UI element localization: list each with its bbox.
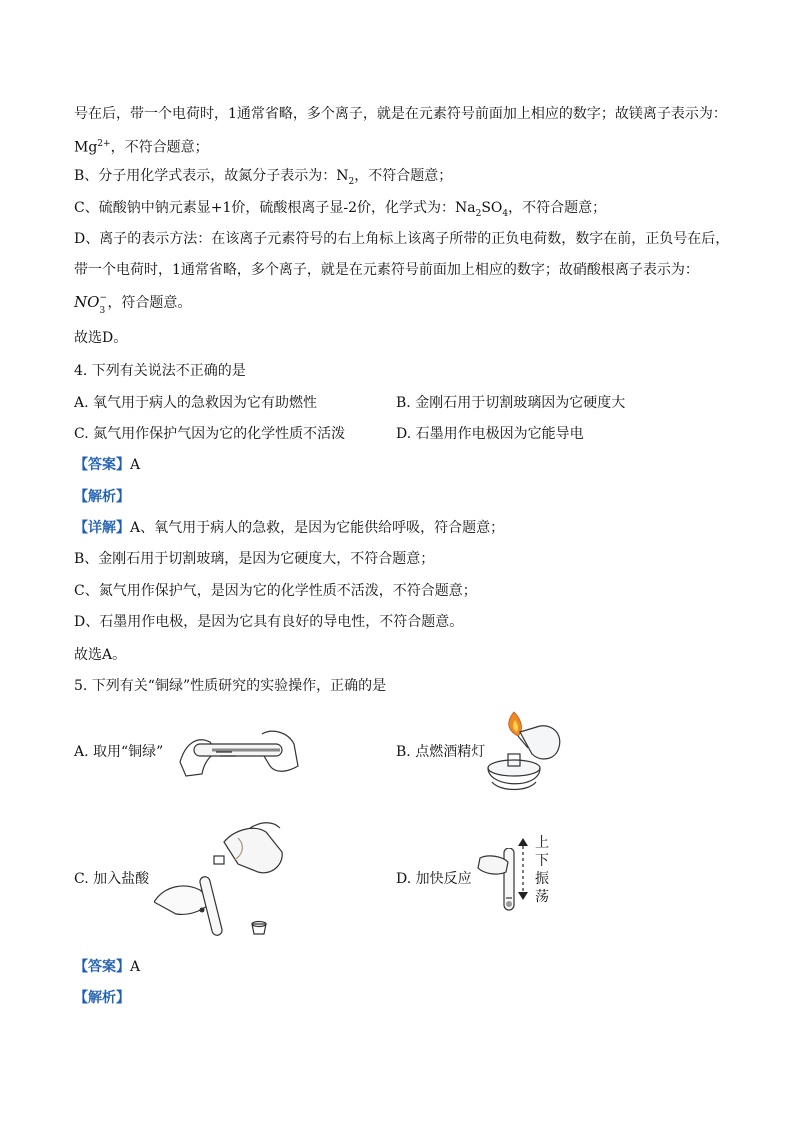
shake-label-char: 下 (535, 853, 549, 869)
answer-tag: 【答案】 (74, 457, 130, 473)
q5-option-c: C. 加入盐酸 (74, 871, 150, 887)
q4-option-a: A. 氧气用于病人的急救因为它有助燃性 (74, 395, 318, 411)
shake-label-char: 振 (535, 871, 549, 887)
shake-label-char: 荡 (535, 889, 549, 905)
text-line-3-head: B、分子用化学式表示，故氮分子表示为：N (74, 168, 349, 184)
q5-option-d: D. 加快反应 (396, 871, 472, 887)
na-subscript: 2 (475, 208, 482, 219)
text-line-3-tail: ，不符合题意； (354, 168, 453, 184)
answer-value: A (130, 959, 141, 975)
text-line-4-head: C、硫酸钠中钠元素显+1价，硫酸根离子显-2价，化学式为：Na (74, 200, 476, 216)
question-4-stem: 4. 下列有关说法不正确的是 (74, 363, 246, 379)
nitrate-formula: NO (74, 293, 100, 311)
up-down-arrow-icon (516, 838, 530, 900)
answer-value: A (130, 457, 141, 473)
detail-text-1: A、氧气用于病人的急救，是因为它能供给呼吸，符合题意； (130, 520, 505, 536)
text-line-2 (74, 134, 209, 158)
q4-option-b: B. 金刚石用于切割玻璃因为它硬度大 (396, 395, 626, 411)
text-line-3 (74, 166, 452, 192)
q4-answer (74, 455, 140, 475)
q4-detail-2: B、金刚石用于切割玻璃，是因为它硬度大，不符合题意； (74, 551, 435, 567)
q4-detail-4: D、石墨用作电极，是因为它具有良好的导电性，不符合题意。 (74, 614, 464, 630)
n2-subscript: 2 (348, 176, 355, 187)
q4-option-d: D. 石墨用作电极因为它能导电 (396, 426, 584, 442)
text-line-4 (74, 198, 606, 224)
test-tube-paper-trough-illustration (176, 722, 300, 782)
mg-charge: 2+ (97, 139, 111, 149)
detail-tag: 【详解】 (74, 520, 130, 536)
text-line-1: 号在后，带一个电荷时，1通常省略，多个离子，就是在元素符号前面加上相应的数字；故镁离子表示为： (74, 106, 727, 122)
q4-analysis-tag (74, 487, 130, 507)
alcohol-lamp-lighting-illustration (484, 708, 568, 800)
q5-answer (74, 957, 140, 977)
nitrate-subscript: 3 (99, 306, 106, 316)
o-subscript: 4 (502, 208, 509, 219)
so-symbol: SO (481, 200, 503, 216)
q4-detail-3: C、氮气用作保护气，是因为它的化学性质不活泼，不符合题意； (74, 583, 477, 599)
text-line-5: D、离子的表示方法：在该离子元素符号的右上角标上该离子所带的正负电荷数，数字在前，正负号在后， (74, 231, 730, 247)
q4-conclusion: 故选A。 (74, 647, 127, 663)
text-line-7 (74, 292, 192, 316)
mg-symbol: Mg (74, 139, 98, 156)
q4-detail-1 (74, 518, 504, 538)
text-line-6: 带一个电荷时，1通常省略，多个离子，就是在元素符号前面加上相应的数字；故硝酸根离子表示为： (74, 262, 699, 278)
text-line-4-tail: ，不符合题意； (508, 200, 607, 216)
analysis-tag: 【解析】 (74, 489, 130, 505)
text-line-7-tail: ，符合题意。 (107, 295, 192, 311)
answer-tag: 【答案】 (74, 959, 130, 975)
shake-label (535, 834, 551, 906)
nitrate-charge: − (99, 293, 107, 303)
nitrate-scripts (99, 292, 107, 316)
shake-label-char: 上 (535, 835, 549, 851)
q5-option-b: B. 点燃酒精灯 (396, 744, 486, 760)
pouring-acid-illustration (154, 820, 302, 946)
question-5-stem: 5. 下列有关“铜绿”性质研究的实验操作，正确的是 (74, 678, 387, 694)
q5-analysis-tag (74, 988, 130, 1008)
analysis-tag: 【解析】 (74, 990, 130, 1006)
text-line-2-tail: ，不符合题意； (110, 139, 209, 156)
q5-option-a: A. 取用“铜绿” (74, 744, 164, 760)
choice-conclusion-3: 故选D。 (74, 330, 128, 346)
q4-option-c: C. 氮气用作保护气因为它的化学性质不活泼 (74, 426, 346, 442)
